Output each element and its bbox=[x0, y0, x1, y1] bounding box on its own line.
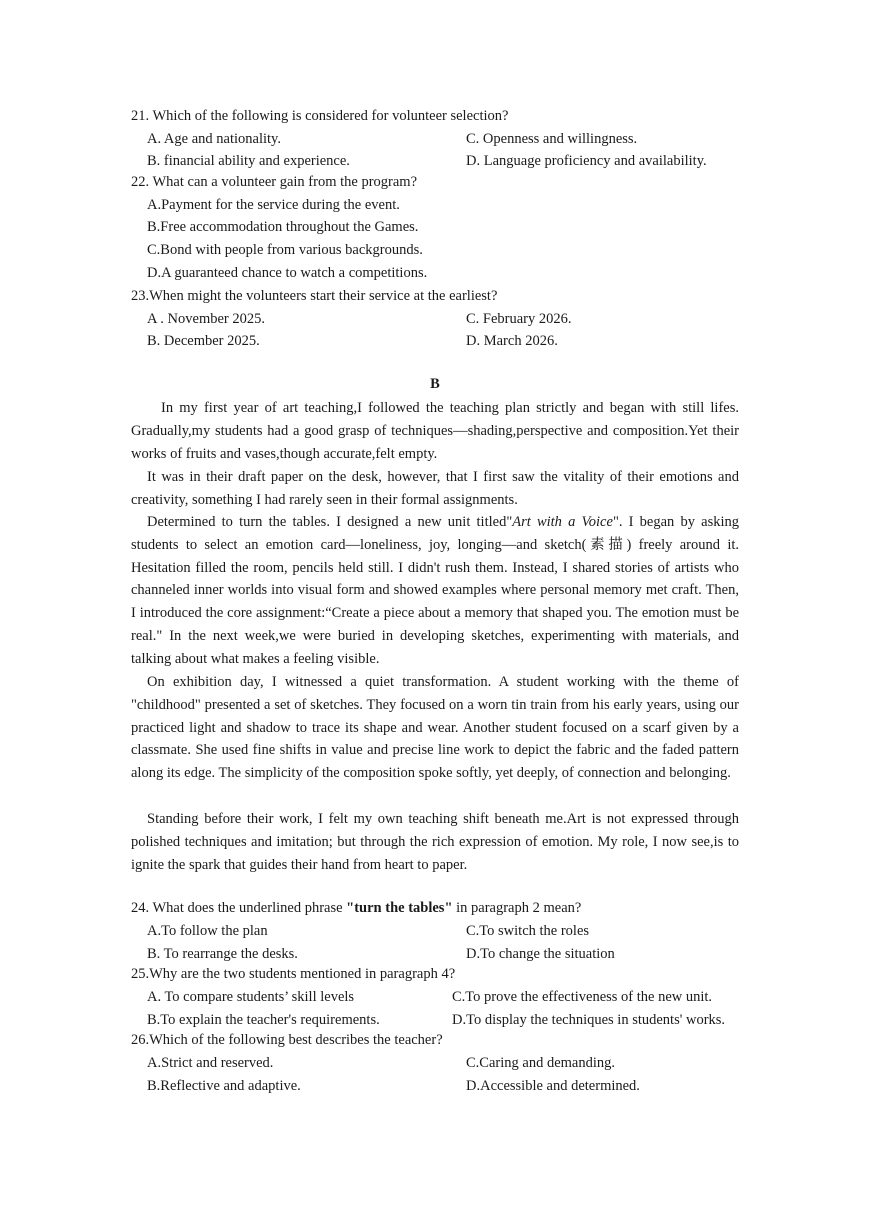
question-23-option-a: A . November 2025. bbox=[147, 311, 265, 327]
question-21-option-b: B. financial ability and experience. bbox=[147, 153, 350, 169]
question-23-option-c: C. February 2026. bbox=[466, 311, 572, 327]
question-26-option-b: B.Reflective and adaptive. bbox=[147, 1078, 301, 1094]
question-21-option-a: A. Age and nationality. bbox=[147, 131, 281, 147]
question-23-stem: 23.When might the volunteers start their service at the earliest? bbox=[131, 288, 498, 304]
passage-paragraph-5: Standing before their work, I felt my own teaching shift beneath me.Art is not expressed through polished techniques and imitation; but through the rich expression of emotion. My role, I now see,is to ignite the spark that guides their hand from heart to paper. bbox=[131, 811, 739, 873]
question-25-option-a: A. To compare students’ skill levels bbox=[147, 989, 355, 1005]
question-22-option-c: C.Bond with people from various backgrounds. bbox=[147, 242, 423, 258]
question-26-option-c: C.Caring and demanding. bbox=[466, 1055, 616, 1071]
question-24-option-a: A.To follow the plan bbox=[147, 923, 268, 939]
question-26-option-d: D.Accessible and determined. bbox=[466, 1078, 640, 1094]
question-26-option-a: A.Strict and reserved. bbox=[147, 1055, 274, 1071]
question-25-option-c: C.To prove the effectiveness of the new unit. bbox=[452, 989, 713, 1005]
question-22-option-b: B.Free accommodation throughout the Games. bbox=[147, 219, 419, 235]
passage-paragraph-3 bbox=[131, 511, 739, 671]
question-24-stem bbox=[131, 900, 581, 917]
question-22-option-a: A.Payment for the service during the event. bbox=[147, 197, 400, 213]
question-23-option-b: B. December 2025. bbox=[147, 333, 260, 349]
question-22-option-d: D.A guaranteed chance to watch a competitions. bbox=[147, 265, 428, 281]
question-21-stem: 21. Which of the following is considered for volunteer selection? bbox=[131, 108, 509, 124]
passage-paragraph-3-rest: ". I began by asking students to select an emotion card—loneliness, joy, longing—and sketch(素描) freely around it. Hesitation filled the room, pencils held still. I didn't rush them. Instead, I shared stories of artists who channeled inner worlds into visual form and showed examples where personal memory met craft. Then, I introduced the core assignment:“Create a piece about a memory that shaped you. The emotion must be real." In the next week,we were buried in developing sketches, experimenting with materials, and talking about what makes a feeling visible. bbox=[131, 514, 739, 667]
section-b-title: B bbox=[430, 376, 440, 392]
passage-paragraph-3-lead: Determined to turn the tables. I designed a new unit titled" bbox=[147, 514, 513, 530]
question-25-option-d: D.To display the techniques in students' works. bbox=[452, 1012, 726, 1028]
question-24-option-b: B. To rearrange the desks. bbox=[147, 946, 298, 962]
question-24-option-d: D.To change the situation bbox=[466, 946, 615, 962]
question-25-option-b: B.To explain the teacher's requirements. bbox=[147, 1012, 380, 1028]
question-25-stem: 25.Why are the two students mentioned in paragraph 4? bbox=[131, 966, 456, 982]
question-24-option-c: C.To switch the roles bbox=[466, 923, 590, 939]
passage-paragraph-2: It was in their draft paper on the desk, however, that I first saw the vitality of their emotions and creativity, something I had rarely seen in their formal assignments. bbox=[131, 469, 739, 508]
unit-title: Art with a Voice bbox=[512, 514, 613, 530]
question-23-option-d: D. March 2026. bbox=[466, 333, 558, 349]
passage-paragraph-1: In my first year of art teaching,I followed the teaching plan strictly and began with still lifes. Gradually,my students had a good grasp of techniques—shading,perspective and composition.Yet their works of fruits and vases,though accurate,felt empty. bbox=[131, 400, 739, 462]
question-21-option-c: C. Openness and willingness. bbox=[466, 131, 638, 147]
question-26-stem: 26.Which of the following best describes the teacher? bbox=[131, 1032, 443, 1048]
question-24-stem-lead: 24. What does the underlined phrase bbox=[131, 900, 347, 916]
question-21-option-d: D. Language proficiency and availability. bbox=[466, 153, 707, 169]
question-24-stem-rest: in paragraph 2 mean? bbox=[452, 900, 582, 916]
question-24-phrase: "turn the tables" bbox=[346, 900, 453, 916]
passage-paragraph-4: On exhibition day, I witnessed a quiet transformation. A student working with the theme of "childhood" presented a set of sketches. They focused on a worn tin train from his early years, using our practiced light and shadow to trace its shape and wear. Another student focused on a scarf given by a classmate. She used fine shifts in value and precise line work to depict the fabric and the faded pattern along its edge. The simplicity of the composition spoke softly, yet deeply, of connection and belonging. bbox=[131, 674, 739, 782]
question-22-stem: 22. What can a volunteer gain from the program? bbox=[131, 174, 417, 190]
